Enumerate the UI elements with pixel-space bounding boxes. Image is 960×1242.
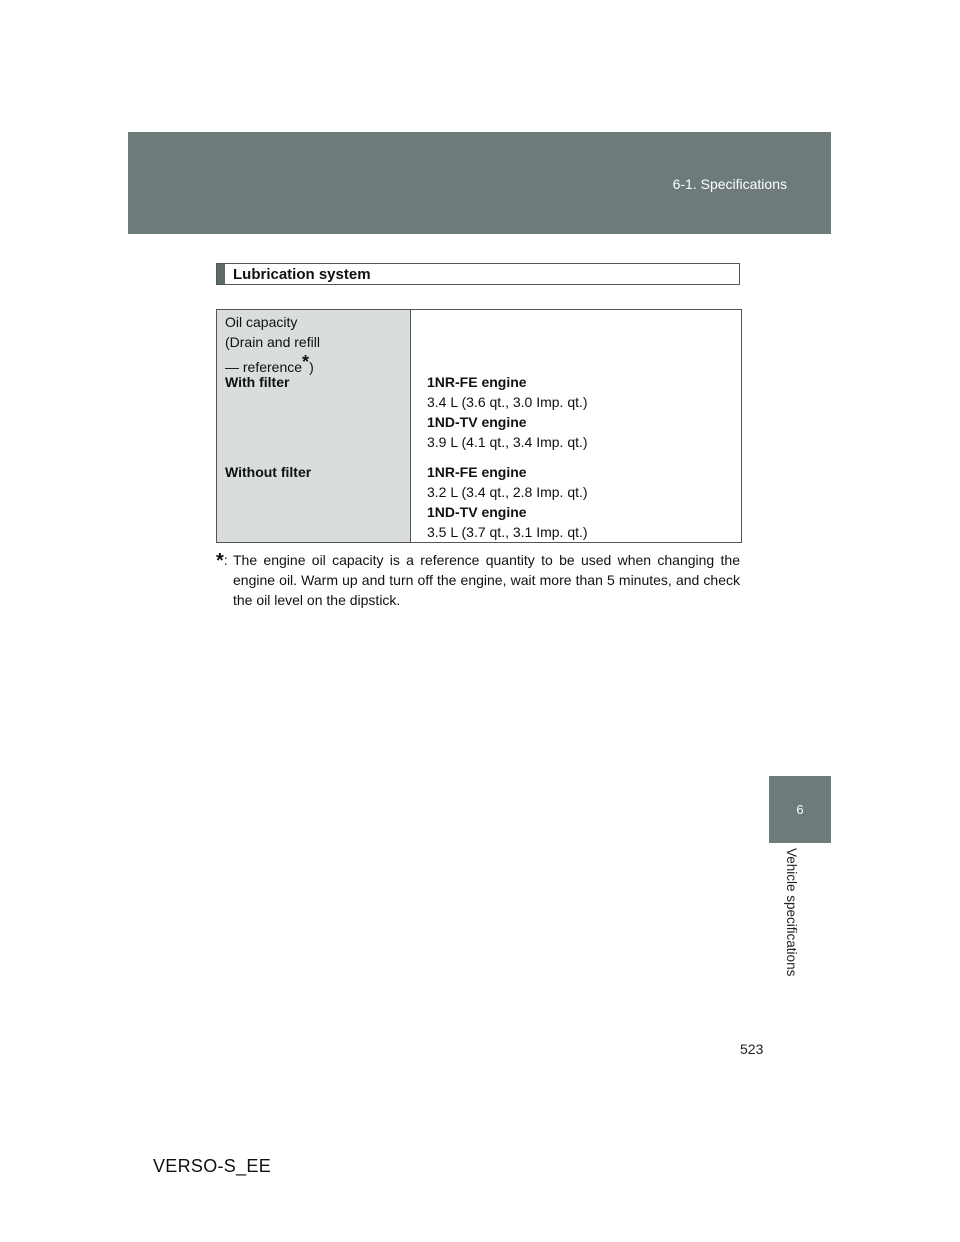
footnote-text: The engine oil capacity is a reference quantity to be used when changing the engine oil. Warm up and turn off the engine, wait more than 5 minutes, and check the oil level on the dipstick. <box>233 552 740 608</box>
engine-name: 1NR-FE engine <box>427 464 527 480</box>
row-label-without-filter: Without filter <box>225 464 312 480</box>
chapter-title: Vehicle specifications <box>784 848 799 977</box>
capacity-value: 3.5 L (3.7 qt., 3.1 Imp. qt.) <box>427 524 588 540</box>
page-number: 523 <box>740 1041 764 1057</box>
spec-table <box>216 309 742 543</box>
section-heading-text: Lubrication system <box>233 265 371 283</box>
header-section-title: 6-1. Specifications <box>672 176 787 192</box>
capacity-label-line1: Oil capacity <box>225 314 298 330</box>
engine-name: 1NR-FE engine <box>427 374 527 390</box>
header-band <box>128 132 831 234</box>
spec-label-column <box>217 310 411 542</box>
footnote-mark <box>216 550 228 571</box>
label-dash: — <box>225 359 239 375</box>
engine-name: 1ND-TV engine <box>427 414 527 430</box>
row-label-with-filter: With filter <box>225 374 290 390</box>
engine-name: 1ND-TV engine <box>427 504 527 520</box>
capacity-label <box>225 312 320 377</box>
capacity-value: 3.9 L (4.1 qt., 3.4 Imp. qt.) <box>427 434 588 450</box>
with-filter-values <box>427 372 588 452</box>
label-reference: reference <box>239 359 303 375</box>
spec-value-column <box>411 310 741 542</box>
footnote-star: * <box>216 550 224 572</box>
without-filter-values <box>427 462 588 542</box>
heading-marker <box>217 264 225 284</box>
capacity-value: 3.2 L (3.4 qt., 2.8 Imp. qt.) <box>427 484 588 500</box>
footnote-colon: : <box>223 552 228 568</box>
document-code: VERSO-S_EE <box>153 1156 272 1176</box>
chapter-number: 6 <box>796 802 804 817</box>
capacity-label-line2: (Drain and refill <box>225 334 320 350</box>
section-heading <box>216 263 740 285</box>
label-star: * <box>302 352 310 372</box>
label-close: ) <box>309 359 314 375</box>
chapter-tab <box>769 776 831 843</box>
capacity-value: 3.4 L (3.6 qt., 3.0 Imp. qt.) <box>427 394 588 410</box>
